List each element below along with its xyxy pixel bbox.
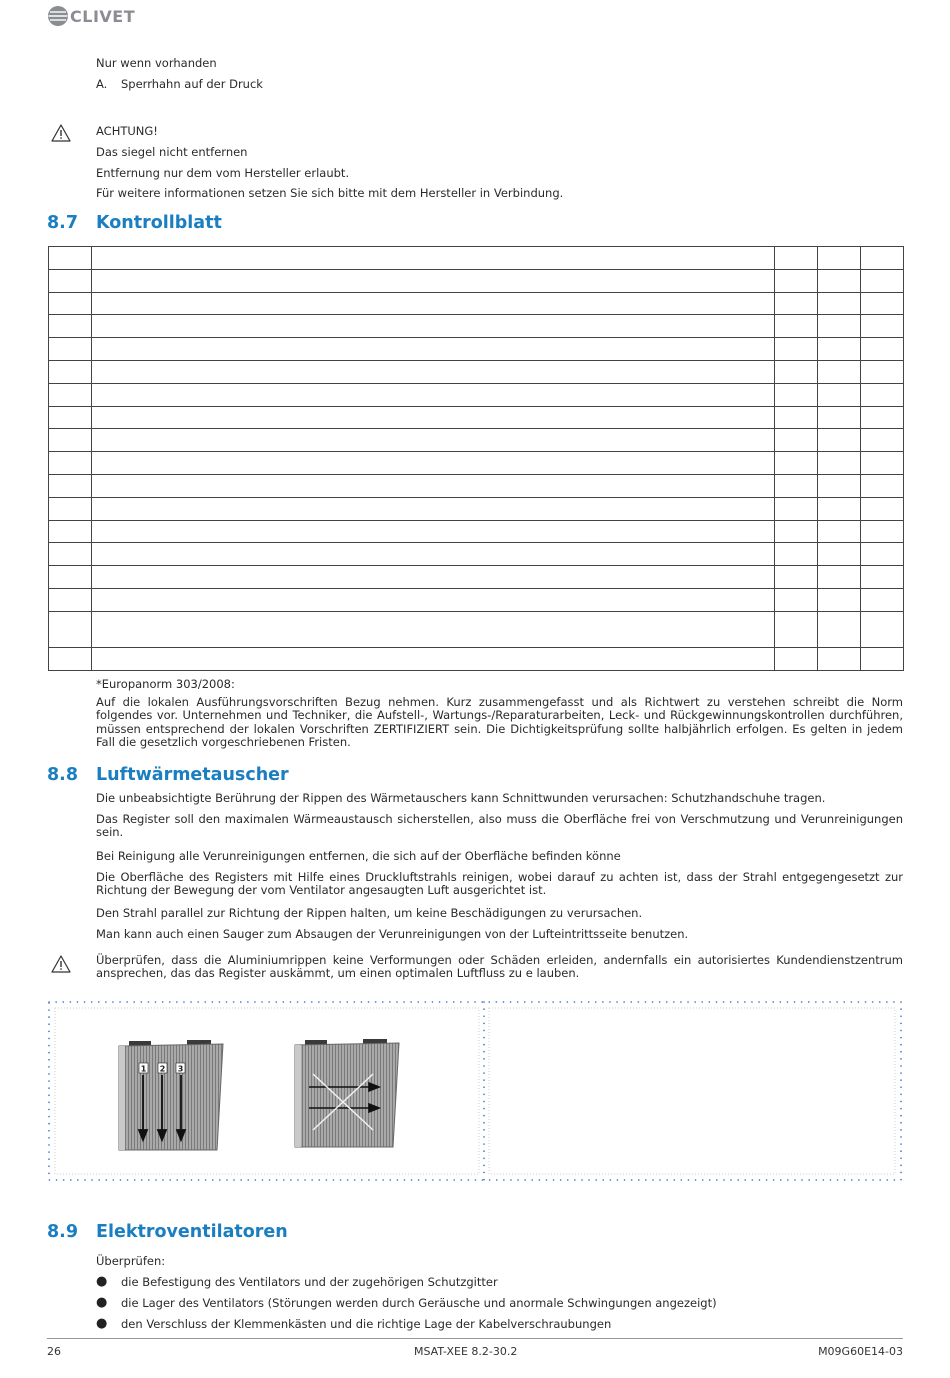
- table-row: [49, 497, 904, 520]
- document-code: M09G60E14-03: [818, 1345, 903, 1358]
- table-row: [49, 647, 904, 670]
- page-number: 26: [47, 1345, 61, 1358]
- table-row: [49, 543, 904, 566]
- section-number: 8.8: [47, 765, 79, 785]
- intro-line: Nur wenn vorhanden: [96, 56, 217, 70]
- table-row: [49, 566, 904, 589]
- warning-line-1: Das siegel nicht entfernen: [96, 145, 248, 159]
- paragraph-3: Bei Reinigung alle Verunreinigungen entfernen, die sich auf der Oberfläche befinden könne: [96, 849, 621, 863]
- table-row: [49, 338, 904, 361]
- clivet-logo: [47, 4, 157, 28]
- section-heading-8-7: [47, 213, 222, 233]
- warning-triangle-icon: [51, 955, 71, 973]
- bullet-icon: ●: [96, 1295, 108, 1310]
- table-row: [49, 474, 904, 497]
- table-row: [49, 383, 904, 406]
- table-row: [49, 292, 904, 315]
- item-a-letter: A.: [96, 77, 108, 91]
- table-row: [49, 452, 904, 475]
- footnote: *Europanorm 303/2008:: [96, 677, 235, 691]
- section-heading-8-8: [47, 765, 289, 785]
- fig-label-2: 2: [159, 1064, 166, 1074]
- table-row: [49, 429, 904, 452]
- regulation-paragraph: Auf die lokalen Ausführungsvorschriften Bezug nehmen. Kurz zusammengefasst und als Richtwert zu verstehen schreibt die Norm folgendes vor. Unternehmen und Techniker, die Aufstell-, Wartungs-/Reparaturarbeiten, Leck- und Rückgewinnungskontrollen durchführen, müssen entsprechend der lokalen Vorschriften ZERTIFIZIERT sein. Die Dichtigkeitsprüfung sollte halbjährlich erfolgen. Es gelten in jedem Fall die gesetzlich vorgeschriebenen Fristen.: [96, 695, 903, 750]
- coil-correct: [119, 1040, 223, 1150]
- fig-label-3: 3: [177, 1064, 184, 1074]
- brand-name: CLIVET: [70, 7, 136, 26]
- table-row: [49, 315, 904, 338]
- list-item: die Befestigung des Ventilators und der zugehörigen Schutzgitter: [121, 1275, 498, 1289]
- footer-divider: [47, 1338, 903, 1339]
- heat-exchanger-figure: [47, 1000, 903, 1182]
- table-row: [49, 269, 904, 292]
- warning-line-3: Für weitere informationen setzen Sie sich bitte mit dem Hersteller in Verbindung.: [96, 186, 564, 200]
- section-number: 8.9: [47, 1222, 79, 1242]
- section-number: 8.7: [47, 213, 79, 233]
- warning-triangle-icon: [51, 124, 71, 142]
- check-intro: Überprüfen:: [96, 1254, 166, 1268]
- paragraph-2: Das Register soll den maximalen Wärmeaustausch sicherstellen, also muss die Oberfläche frei von Verschmutzung und Verunreinigungen sein.: [96, 812, 903, 840]
- paragraph-1: Die unbeabsichtigte Berührung der Rippen des Wärmetauschers kann Schnittwunden verursachen: Schutzhandschuhe tragen.: [96, 791, 826, 805]
- model-name: MSAT-XEE 8.2-30.2: [414, 1345, 518, 1358]
- table-row: [49, 247, 904, 270]
- table-row: [49, 588, 904, 611]
- list-item: den Verschluss der Klemmenkästen und die richtige Lage der Kabelverschraubungen: [121, 1317, 612, 1331]
- table-row: [49, 611, 904, 647]
- list-item: die Lager des Ventilators (Störungen werden durch Geräusche und anormale Schwingungen angezeigt): [121, 1296, 717, 1310]
- bullet-icon: ●: [96, 1274, 108, 1289]
- paragraph-5: Den Strahl parallel zur Richtung der Rippen halten, um keine Beschädigungen zu verursachen.: [96, 906, 643, 920]
- table-row: [49, 520, 904, 543]
- paragraph-4: Die Oberfläche des Registers mit Hilfe eines Druckluftstrahls reinigen, wobei darauf zu achten ist, dass der Strahl entgegengesetzt zur Richtung der Bewegung der vom Ventilator angesaugten Luft ausgerichtet ist.: [96, 870, 903, 898]
- item-a-text: Sperrhahn auf der Druck: [121, 77, 263, 91]
- table-row: [49, 406, 904, 429]
- fin-warning: Überprüfen, dass die Aluminiumrippen keine Verformungen oder Schäden erleiden, andernfalls ein autorisiertes Kundendienstzentrum ansprechen, das das Register auskämmt, um einen optimalen Luftfluss zu e lauben.: [96, 953, 903, 981]
- section-title: Luftwärmetauscher: [96, 765, 289, 785]
- section-heading-8-9: [47, 1222, 288, 1242]
- fig-label-1: 1: [140, 1064, 147, 1074]
- paragraph-6: Man kann auch einen Sauger zum Absaugen der Verunreinigungen von der Lufteintrittsseite benutzen.: [96, 927, 689, 941]
- table-row: [49, 360, 904, 383]
- coil-incorrect: [295, 1039, 399, 1147]
- warning-line-2: Entfernung nur dem vom Hersteller erlaubt.: [96, 166, 350, 180]
- warning-title: ACHTUNG!: [96, 124, 158, 138]
- bullet-icon: ●: [96, 1316, 108, 1331]
- section-title: Elektroventilatoren: [96, 1222, 288, 1242]
- section-title: Kontrollblatt: [96, 213, 222, 233]
- check-sheet-table: [48, 246, 904, 671]
